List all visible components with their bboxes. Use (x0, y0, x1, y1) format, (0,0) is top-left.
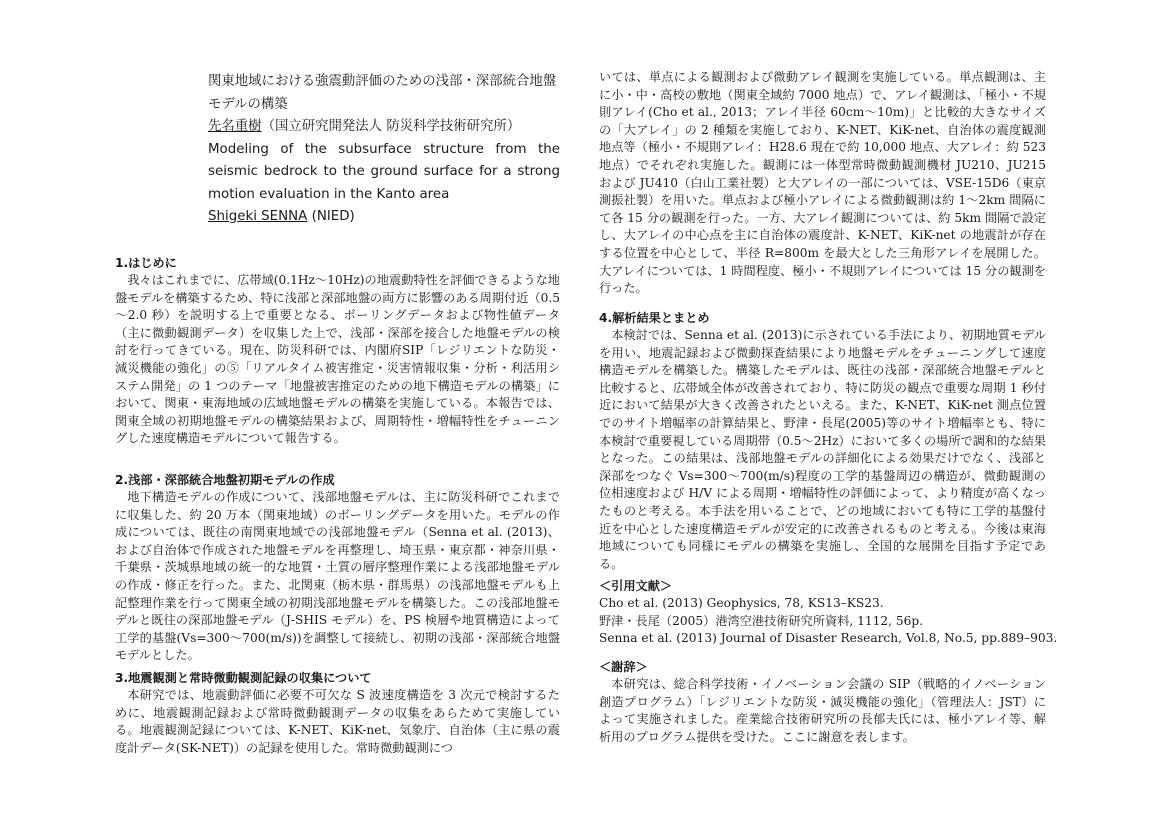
english-author-name: Shigeki SENNA (208, 209, 308, 224)
section-3-heading: 3.地震観測と常時微動観測記録の収集について (115, 671, 372, 685)
references-section (599, 578, 1058, 648)
acknowledgements-section (599, 659, 1046, 746)
section-1-heading: 1.はじめに (115, 256, 177, 270)
section-observation (115, 670, 560, 757)
japanese-title: 関東地域における強震動評価のための浅部・深部統合地盤モデルの構築 (208, 74, 557, 112)
section-2-body: 地下構造モデルの作成について、浅部地盤モデルは、主に防災科研でこれまでに収集した、約 20 万本（関東地域）のボーリングデータを用いた。モデルの作成については、既往の南関東地域での浅部地盤モデル（Senna et al. (2013)、および自治体で作成された地盤モデルを再整理し、埼玉県・東京都・神奈川県・千葉県・茨城県地域の統一的な地質・土質の層序整理作業による浅部地盤モデルの作成・修正を行った。また、北関東（栃木県・群馬県）の浅部地盤モデルも上記整理作業を行って関東全域の初期浅部地盤モデルを構築した。この浅部地盤モデルと既往の深部地盤モデル（J-SHIS モデル）を、PS 検層や地質構造によって工学的基盤(Vs=300～700(m/s))を調整して接続し、初期の浅部・深部統合地盤モデルとした。 (115, 490, 560, 663)
section-introduction (115, 255, 560, 448)
japanese-affiliation: （国立研究開発法人 防災科学技術研究所） (261, 119, 521, 134)
english-affiliation: (NIED) (307, 209, 355, 224)
acknowledgements-body: 本研究は、総合科学技術・イノベーション会議の SIP（戦略的イノベーション創造プログラム）「レジリエントな防災・減災機能の強化」（管理法人：JST）によって実施されました。産業総合技術研究所の長郁夫氏には、極小アレイ等、解析用のプログラム提供を受けた。ここに謝意を表します。 (599, 677, 1046, 744)
section-1-body: 我々はこれまでに、広帯域(0.1Hz～10Hz)の地震動特性を評価できるような地盤モデルを構築するため、特に浅部と深部地盤の両方に影響のある周期付近（0.5～2.0 秒）を説明する上で重要となる、ボーリングデータおよび物性値データ（主に微動観測データ）を収集した上で、浅部・深部を接合した地盤モデルの検討を行ってきている。現在、防災科研では、内閣府SIP「レジリエントな防災・減災機能の強化」の⑤「リアルタイム被害推定・災害情報収集・分析・利活用システム開発」の 1 つのテーマ「地盤被害推定のための地下構造モデルの構築」において、関東・東海地域の広域地盤モデルの構築を実施している。本報告では、関東全域の初期地盤モデルの構築結果および、周期特性・増幅特性をチューニングした速度構造モデルについて報告する。 (115, 273, 560, 446)
reference-item: 野津・長尾（2005）港湾空港技術研究所資料, 1112, 56p. (599, 613, 924, 628)
japanese-author-name: 先名重樹 (208, 119, 262, 134)
section-2-heading: 2.浅部・深部統合地盤初期モデルの作成 (115, 473, 335, 487)
reference-item: Cho et al. (2013) Geophysics, 78, KS13–KS23. (599, 596, 884, 610)
section-observation-continued (599, 69, 1046, 298)
reference-item: Senna et al. (2013) Journal of Disaster Research, Vol.8, No.5, pp.889–903. (599, 631, 1058, 646)
english-title: Modeling of the subsurface structure from the seismic bedrock to the ground surface for a strong motion evaluation in the Kanto area (208, 141, 560, 202)
references-heading: ＜引用文献＞ (599, 579, 673, 593)
section-4-heading: 4.解析結果とまとめ (599, 311, 710, 325)
title-block (208, 71, 560, 229)
acknowledgements-heading: ＜謝辞＞ (599, 660, 648, 674)
section-initial-model (115, 472, 560, 665)
english-author-line (208, 206, 560, 229)
section-3-body-left: 本研究では、地震動評価に必要不可欠な S 波速度構造を 3 次元で検討するために、地震観測記録および常時微動観測データの収集をあらためて実施している。地震観測記録については、K-NET、KiK-net、気象庁、自治体（主に県の震度計データ(SK-NET)）の記録を使用した。常時微動観測につ (115, 688, 560, 755)
japanese-author-line (208, 116, 560, 139)
section-3-body-right: いては、単点による観測および微動アレイ観測を実施している。単点観測は、主に小・中・高校の敷地（関東全域約 7000 地点）で、アレイ観測は、「極小・不規則アレイ(Cho et al., 2013；アレイ半径 60cm～10m)」と比較的大きなサイズの「大アレイ」の 2 種類を実施しており、K-NET、KiK-net、自治体の震度観測地点等（極小・不規則アレイ：H28.6 現在で約 10,000 地点、大アレイ：約 523 地点）でそれぞれ実施した。観測には一体型常時微動観測機材 JU210、JU215 および JU410（白山工業社製）と大アレイの一部については、VSE-15D6（東京測振社製）を用いた。単点および極小アレイによる微動観測は約 1～2km 間隔にて各 15 分の観測を行った。一方、大アレイ観測については、約 5km 間隔で設定し、大アレイの中心点を主に自治体の震度計、K-NET、KiK-net の地震計が存在する位置を中心として、半径 R=800m を最大とした三角形アレイを展開した。大アレイについては、1 時間程度、極小・不規則アレイについては 15 分の観測を行った。 (599, 70, 1046, 296)
section-results (599, 310, 1046, 573)
section-4-body: 本検討では、Senna et al. (2013)に示されている手法により、初期地質モデルを用い、地震記録および微動探査結果により地盤モデルをチューニングして速度構造モデルを構築した。構築したモデルは、既往の浅部・深部統合地盤モデルと比較すると、広帯域全体が改善されており、特に防災の観点で重要な周期 1 秒付近において結果が大きく改善されたといえる。また、K-NET、KiK-net 測点位置でのサイト増幅率の計算結果と、野津・長尾(2005)等のサイト増幅率とも、特に本検討で重要視している周期帯（0.5～2Hz）において多くの場所で調和的な結果となった。この結果は、浅部地盤モデルの詳細化による効果だけでなく、浅部と深部をつなぐ Vs=300～700(m/s)程度の工学的基盤周辺の構造が、微動観測の位相速度および H/V による周期・増幅特性の評価によって、より精度が高くなったものと考える。本手法を用いることで、どの地域においても特に工学的基盤付近を中心とした速度構造モデルが安定的に改善されるものと考える。今後は東海地域についても同様にモデルの構築を実施し、全国的な展開を目指す予定である。 (599, 328, 1046, 571)
